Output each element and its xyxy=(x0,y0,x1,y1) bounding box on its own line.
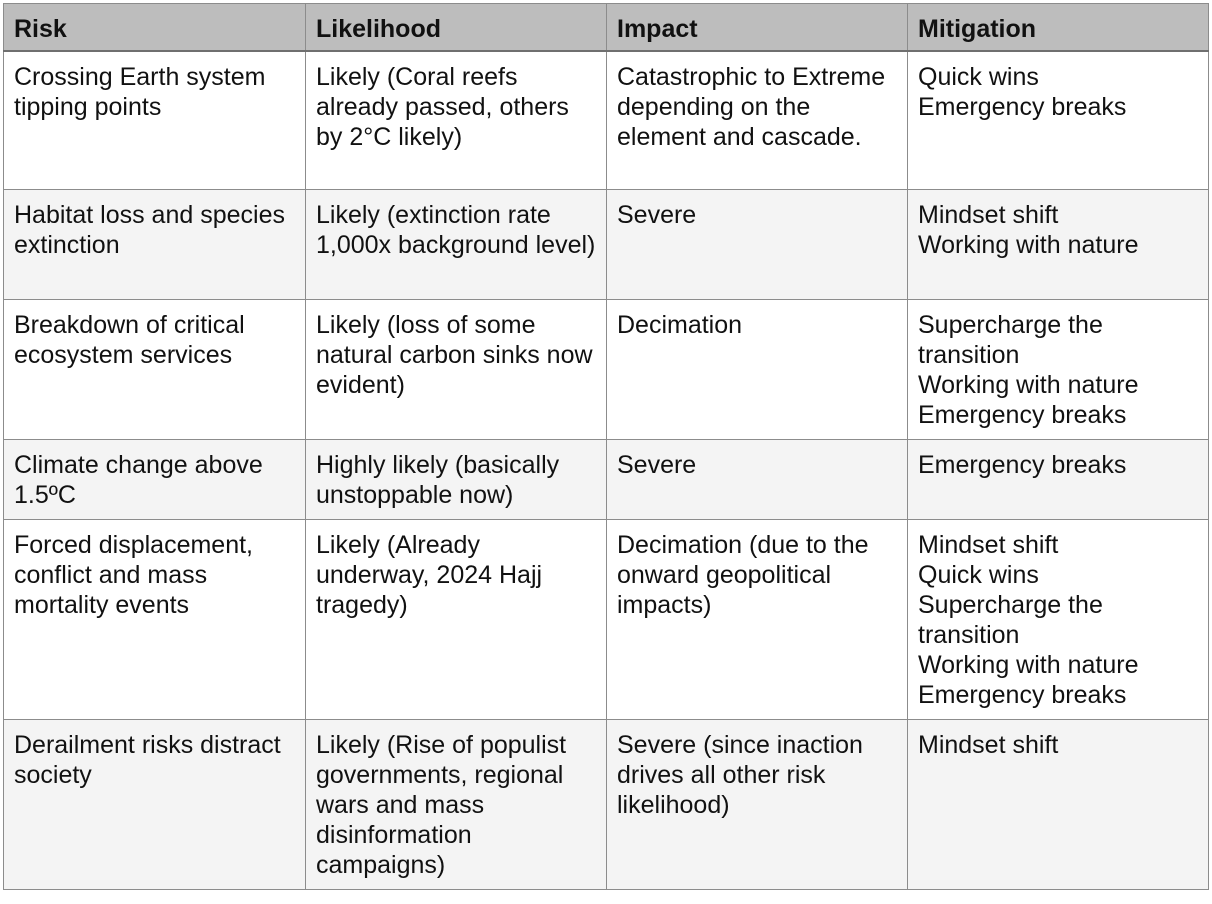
table-row xyxy=(4,440,1209,520)
mitigation-cell xyxy=(908,300,1209,440)
mitigation-item: Mindset shift xyxy=(918,201,1059,229)
impact-cell: Severe xyxy=(607,440,908,520)
table-row xyxy=(4,300,1209,440)
table-row xyxy=(4,520,1209,720)
risk-cell: Habitat loss and species extinction xyxy=(4,190,306,300)
mitigation-cell xyxy=(908,440,1209,520)
header-mitigation: Mitigation xyxy=(908,4,1209,51)
likelihood-cell: Likely (extinction rate 1,000x background level) xyxy=(306,190,607,300)
mitigation-item: Emergency breaks xyxy=(918,401,1127,429)
mitigation-item: Emergency breaks xyxy=(918,92,1127,121)
likelihood-cell: Likely (Rise of populist governments, regional wars and mass disinformation campaigns) xyxy=(306,720,607,890)
mitigation-cell xyxy=(908,51,1209,190)
likelihood-cell: Likely (Coral reefs already passed, others by 2°C likely) xyxy=(306,51,607,190)
mitigation-cell xyxy=(908,520,1209,720)
mitigation-item: Quick wins xyxy=(918,62,1039,91)
header-row xyxy=(4,4,1209,51)
risk-cell: Breakdown of critical ecosystem services xyxy=(4,300,306,440)
mitigation-item: Supercharge the transition xyxy=(918,591,1103,649)
mitigation-item: Emergency breaks xyxy=(918,681,1127,709)
mitigation-cell xyxy=(908,720,1209,890)
risk-cell: Climate change above 1.5ºC xyxy=(4,440,306,520)
risk-cell: Derailment risks distract society xyxy=(4,720,306,890)
mitigation-item: Working with nature xyxy=(918,231,1139,259)
mitigation-item: Working with nature xyxy=(918,371,1139,399)
table-row xyxy=(4,51,1209,190)
table-row xyxy=(4,720,1209,890)
impact-cell: Decimation (due to the onward geopolitical impacts) xyxy=(607,520,908,720)
likelihood-cell: Likely (Already underway, 2024 Hajj tragedy) xyxy=(306,520,607,720)
risk-table xyxy=(3,3,1209,890)
table-row xyxy=(4,190,1209,300)
header-impact: Impact xyxy=(607,4,908,51)
impact-cell: Severe xyxy=(607,190,908,300)
mitigation-item: Emergency breaks xyxy=(918,451,1127,479)
mitigation-cell xyxy=(908,190,1209,300)
likelihood-cell: Likely (loss of some natural carbon sinks now evident) xyxy=(306,300,607,440)
mitigation-item: Mindset shift xyxy=(918,731,1059,759)
risk-cell: Crossing Earth system tipping points xyxy=(4,51,306,190)
mitigation-item: Mindset shift xyxy=(918,531,1059,559)
mitigation-item: Supercharge the transition xyxy=(918,311,1103,369)
mitigation-item: Working with nature xyxy=(918,651,1139,679)
risk-cell: Forced displacement, conflict and mass mortality events xyxy=(4,520,306,720)
mitigation-item: Quick wins xyxy=(918,561,1039,589)
header-likelihood: Likelihood xyxy=(306,4,607,51)
impact-cell: Decimation xyxy=(607,300,908,440)
header-risk: Risk xyxy=(4,4,306,51)
impact-cell: Severe (since inaction drives all other risk likelihood) xyxy=(607,720,908,890)
impact-cell: Catastrophic to Extreme depending on the element and cascade. xyxy=(607,51,908,190)
likelihood-cell: Highly likely (basically unstoppable now) xyxy=(306,440,607,520)
